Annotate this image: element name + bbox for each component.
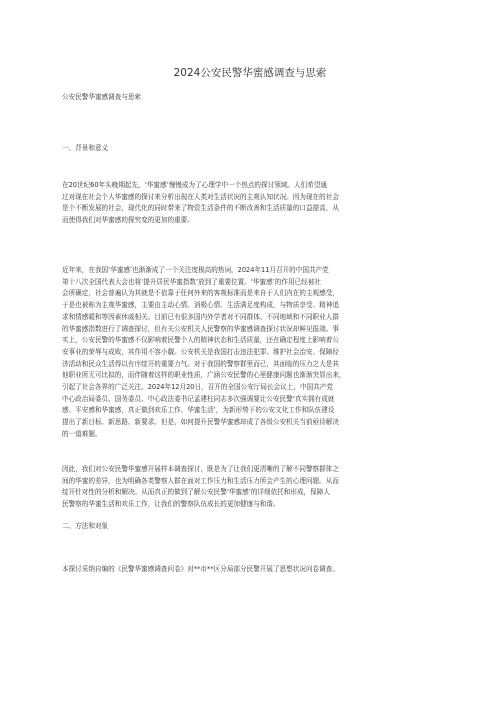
paragraph-line: 本探讨采纳自编的《民警华蜜感调查问卷》对**市**区分局部分民警开展了思想状况问卷调查。	[62, 565, 339, 573]
paragraph-line: 安事业的荣辱与成败，其作用不容小觑。公安机关是我国打击违法犯罪、维护社会治安、保障经	[62, 347, 339, 356]
paragraph-line: 过对现在社会个人华蜜感的探讨来分析出现在人类对生活状况的主观认知状况。因为现在的社会	[62, 192, 339, 201]
paragraph-line: 第十八次全国代表大会也将‘提升居民华蜜指数’放到了重要位置。‘华蜜感’的作用已经被社	[62, 277, 321, 286]
paragraph-line: 感、平安感和华蜜感，真正做到欢乐工作、华蜜生活’，为新形势下的公安文化工作和队伍建设	[62, 406, 335, 415]
paragraph-1	[62, 180, 440, 227]
paragraph-line: 会所确定，社会普遍认为其就是不依靠于任何外来的客观标准而是来自于人们内在的主观感受，	[62, 289, 339, 298]
paragraph-line: 他职业所无可比拟的，而伴随着这样的职业性质，广涵公安民警的心里健康问题也渐渐突显出来，	[62, 371, 346, 380]
document-title: 2024公安民警华蜜感调查与思索	[173, 67, 327, 79]
paragraph-line: 是个不断发展的社会，现代化的同时带来了物资生活条件的不断改善和生活质量的口益提高，从	[62, 204, 339, 213]
paragraph-line: 民警察的华蜜生活和欢乐工作，让我们的警察队伍成长的更加健康与和谐。	[62, 500, 280, 509]
paragraph-line: 求和情感暖和等因素休戚相关。目前已有很多国内外学者对不同群体、不同地域和不同职业人群	[62, 312, 339, 321]
paragraph-line: 实上，公安民警的华蜜感不仅影响着民警个人的精神状态和生活质量，还在确定程度上影响着公	[62, 336, 339, 345]
paragraph-line: 中心政治局委员、国务委员、中心政法委书记孟建柱同志多次强调要让公安民警‘真实拥有成就	[62, 394, 335, 403]
section-heading-method: 二、方法和对象	[62, 522, 109, 530]
paragraph-line: 的一道难题。	[62, 429, 102, 438]
paragraph-line: 因此，我们对公安民警华蜜感开展样本调查探讨，既是为了让我们更清晰的了解不同警察群体之	[62, 465, 339, 473]
paragraph-2	[62, 265, 440, 441]
paragraph-line: 引起了社会各界的广泛关注。2024年12月20日，召开的全国公安厅局长会议上，中国共产党	[62, 383, 333, 392]
section-heading-background: 一、背景和意义	[62, 144, 109, 152]
paragraph-line: 于是也被称为主观华蜜感，主要由主动心情、消极心情、生活满足度构成，与物质享受、精神追	[62, 301, 339, 310]
paragraph-line: 而使得我们对华蜜感的探究变的更加的重要。	[62, 216, 194, 225]
paragraph-line: 的华蜜感指数进行了调查探讨，但有关公安机关人民警察的华蜜感调查探讨状况却鲜见报端。事	[62, 324, 339, 333]
paragraph-line: 近年来，在我国‘华蜜感’也渐渐成了一个关注度极高的热词，2024年11月召开的中国共产党	[62, 266, 329, 274]
paragraph-line: 济活动和民众生活得以有序绽开的重要力气。对于我国的警察群里而已，其面临的压力之大是其	[62, 359, 339, 368]
paragraph-line: 间的华蜜的差异，也为明确各类警察人群在面对工作压力和生活压力所会产生的心理问题。从而	[62, 476, 339, 485]
paragraph-4	[62, 564, 440, 576]
document-subtitle: 公安民警华蜜感调查与思索	[62, 93, 142, 101]
paragraph-line: 绽开针对性的分析和解决。从而真正的做到了解公安民警‘华蜜感’的详细依托和形成，保障人	[62, 488, 330, 497]
paragraph-line: 在20世纪60年头晚期起先，‘华蜜感’慢慢成为了心理学中一个热点的探讨领域。人们希望通	[62, 181, 327, 189]
paragraph-3	[62, 464, 440, 511]
paragraph-line: 提出了新目标、新思路、新要求。但是，如何提升民警华蜜感却成了各级公安机关当前亟待解决	[62, 418, 339, 427]
